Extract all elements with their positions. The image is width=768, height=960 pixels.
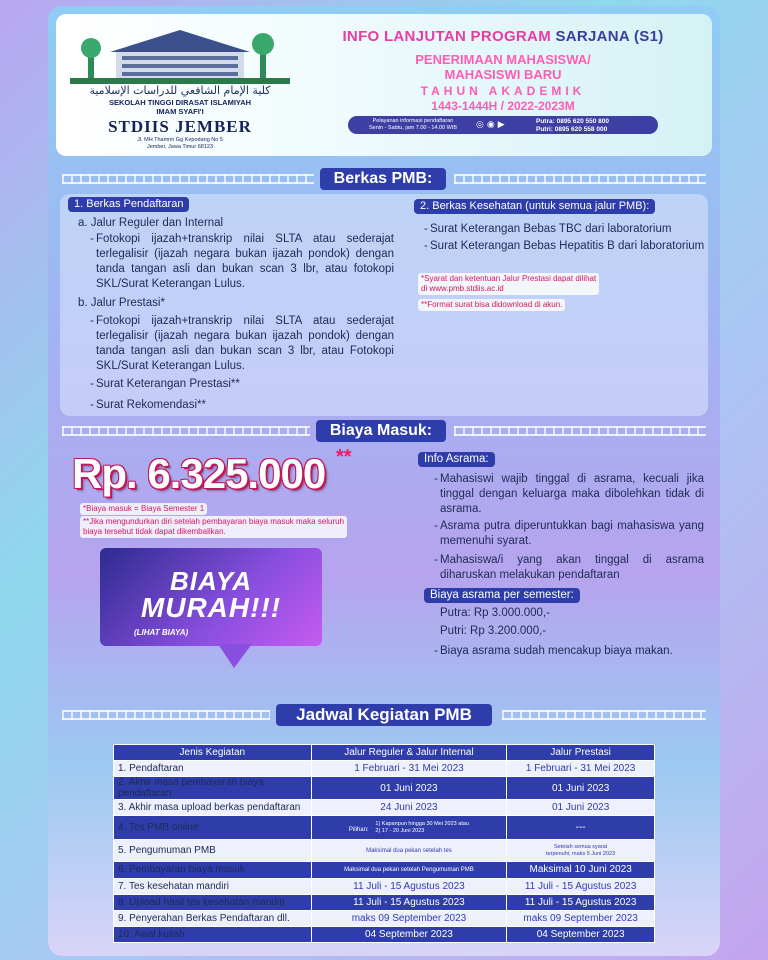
cell-activity: 7. Tes kesehatan mandiri (114, 878, 312, 894)
table-row (114, 910, 655, 926)
table-row (114, 862, 655, 878)
table-row (114, 894, 655, 910)
asrama-item-2: - Asrama putra diperuntukkan bagi mahasiswa yang memenuhi syarat. (440, 519, 704, 549)
contact-bar (348, 116, 658, 134)
berkas-pendaftaran-label: 1. Berkas Pendaftaran (68, 197, 189, 212)
biaya-section-header (60, 420, 708, 442)
cell-prestasi: Maksimal 10 Juni 2023 (507, 862, 655, 878)
promo-speech-bubble (100, 548, 322, 666)
asrama-item-1: - Mahasiswi wajib tinggal di asrama, kecuali jika tinggal dengan keluarga maka dibolehkan tidak di asrama. (440, 472, 704, 517)
globe-icon: ◎ (476, 119, 487, 129)
jadwal-section-header (60, 704, 708, 726)
refund-note: **Jika mengundurkan diri setelah pembayaran biaya masuk maka seluruh biaya tersebut tidak dapat dikembalikan. (80, 516, 347, 538)
jalur-reguler-label: a. Jalur Reguler dan Internal (78, 217, 224, 229)
cell-reguler: Pilihan: 1) Kapanpun hingga 30 Mei 2023 atau 2) 17 - 20 Juni 2023 (311, 816, 507, 840)
cell-prestasi: maks 09 September 2023 (507, 910, 655, 926)
promo-line-3: (LIHAT BIAYA) (134, 628, 189, 637)
school-name: STDIIS JEMBER (108, 117, 252, 136)
jadwal-title: Jadwal Kegiatan PMB (276, 704, 492, 726)
biaya-title: Biaya Masuk: (316, 420, 446, 442)
table-row (114, 800, 655, 816)
ornament-left (62, 174, 314, 184)
table-row (114, 840, 655, 862)
asrama-item-4: - Biaya asrama sudah mencakup biaya makan. (440, 644, 704, 659)
table-row (114, 816, 655, 840)
cell-activity: 5. Pengumuman PMB (114, 840, 312, 862)
header-prestasi: Jalur Prestasi (507, 745, 655, 761)
campus-logo-icon (70, 22, 290, 84)
academic-year-label: TAHUN AKADEMIK (420, 84, 586, 98)
schedule-table (113, 744, 655, 943)
youtube-icon: ▶ (497, 119, 508, 129)
table-row (114, 878, 655, 894)
cell-reguler: maks 09 September 2023 (311, 910, 507, 926)
prestasi-note: *Syarat dan ketentuan Jalur Prestasi dapat dilihat di www.pmb.stdiis.ac.id (418, 273, 599, 295)
cell-prestasi: 1 Februari - 31 Mei 2023 (507, 761, 655, 777)
admission-subtitle: PENERIMAAN MAHASISWA/ MAHASISWI BARU (415, 52, 591, 82)
asrama-item-3: - Mahasiswa/i yang akan tinggal di asrama diharuskan melakukan pendaftaran (440, 553, 704, 583)
social-icons (476, 119, 508, 130)
header-reguler: Jalur Reguler & Jalur Internal (311, 745, 507, 761)
berkas-kesehatan-label: 2. Berkas Kesehatan (untuk semua jalur PMB): (414, 199, 655, 214)
ornament-right (454, 426, 706, 436)
academic-year: 1443-1444H / 2022-2023M (431, 99, 575, 113)
table-header-row (114, 745, 655, 761)
cell-reguler: Maksimal dua pekan setelah tes (311, 840, 507, 862)
cell-activity: 6. Pembayaran biaya masuk (114, 862, 312, 878)
cell-prestasi: 11 Juli - 15 Agustus 2023 (507, 894, 655, 910)
asrama-fee-label: Biaya asrama per semester: (424, 588, 580, 603)
phone-numbers: Putra: 0895 620 550 800 Putri: 0895 620 558 000 (536, 118, 609, 133)
cell-activity: 9. Penyerahan Berkas Pendaftaran dll. (114, 910, 312, 926)
header-jenis: Jenis Kegiatan (114, 745, 312, 761)
ornament-right (454, 174, 706, 184)
kesehatan-item-2: - Surat Keterangan Bebas Hepatitis B dari laboratorium (430, 239, 706, 254)
cell-reguler: Maksimal dua pekan setelah Pengumuman PMB (311, 862, 507, 878)
jalur-prestasi-item-2: - Surat Keterangan Prestasi** (96, 377, 394, 392)
cell-prestasi: 11 Juli - 15 Agustus 2023 (507, 878, 655, 894)
instagram-icon: ◉ (486, 119, 498, 129)
jalur-prestasi-label: b. Jalur Prestasi* (78, 297, 165, 309)
promo-bubble-tail (218, 644, 252, 668)
berkas-title: Berkas PMB: (320, 168, 446, 190)
cell-activity: 1. Pendaftaran (114, 761, 312, 777)
program-title: INFO LANJUTAN PROGRAM SARJANA (S1) (342, 28, 664, 45)
jalur-prestasi-item-3: - Surat Rekomendasi** (96, 398, 394, 413)
asrama-fee-putra: Putra: Rp 3.000.000,- (440, 607, 550, 619)
ornament-right (502, 710, 706, 720)
school-line-1: SEKOLAH TINGGI DIRASAT ISLAMIYAH (108, 98, 252, 107)
berkas-section-header (60, 168, 708, 190)
cell-activity: 3. Akhir masa upload berkas pendaftaran (114, 800, 312, 816)
table-row (114, 761, 655, 777)
cell-activity: 4. Tes PMB online (114, 816, 312, 840)
format-note: **Format surat bisa didownload di akun. (418, 299, 565, 311)
cell-reguler: 11 Juli - 15 Agustus 2023 (311, 878, 507, 894)
service-hours: Pelayanan informasi pendaftaran Senin - Sabtu, jam 7.00 - 14.00 WIB (368, 118, 458, 131)
logo-arabic-name: كلية الإمام الشافعي للدراسات الإسلامية (89, 84, 271, 97)
cell-reguler: 24 Juni 2023 (311, 800, 507, 816)
cell-prestasi: 04 September 2023 (507, 927, 655, 943)
jalur-reguler-item: - Fotokopi ijazah+transkrip nilai SLTA atau sederajat terlegalisir (ijazah negara bukan ijazah pondok) dengan tanda tangan asli dan bukan scan 3 lbr, atau fotokopi SKL/Surat Keterangan Lulus. (96, 232, 394, 292)
cell-reguler: 01 Juni 2023 (311, 777, 507, 800)
promo-line-1: BIAYA (169, 566, 253, 596)
cell-activity: 2. Akhir masa pembayaran biaya pendaftaran (114, 777, 312, 800)
cell-activity: 8. Upload hasil tes kesehatan mandiri (114, 894, 312, 910)
cell-activity: 10. Awal kuliah (114, 927, 312, 943)
promo-line-2: MURAH!!! (140, 592, 282, 623)
cell-prestasi: Setelah semua syarat terpenuhi, maks 5 Juni 2023 (507, 840, 655, 862)
asrama-label: Info Asrama: (418, 452, 495, 467)
price-footnote-mark: ** (336, 446, 352, 468)
school-address: Jl. MH Thamrin Gg Kepodang No 5 Jember, Jawa Timur 68123 (137, 137, 223, 150)
cell-reguler: 11 Juli - 15 Agustus 2023 (311, 894, 507, 910)
table-row (114, 927, 655, 943)
ornament-left (62, 426, 310, 436)
asrama-fee-putri: Putri: Rp 3.200.000,- (440, 625, 547, 637)
school-line-2: IMAM SYAFI'I (156, 107, 204, 116)
entry-fee-price: Rp. 6.325.000 (72, 450, 326, 497)
cell-reguler: 1 Februari - 31 Mei 2023 (311, 761, 507, 777)
jalur-prestasi-item-1: - Fotokopi ijazah+transkrip nilai SLTA atau sederajat terlegalisir (ijazah negara bukan ijazah pondok) dengan tanda tangan asli dan bukan scan 3 lbr, atau Fotokopi SKL/Surat Keterangan Lulus. (96, 314, 394, 374)
cell-reguler: 04 September 2023 (311, 927, 507, 943)
table-row (114, 777, 655, 800)
cell-prestasi: --- (507, 816, 655, 840)
cell-prestasi: 01 Juni 2023 (507, 777, 655, 800)
semester-note: *Biaya masuk = Biaya Semester 1 (80, 503, 207, 515)
ornament-left (62, 710, 270, 720)
cell-prestasi: 01 Juni 2023 (507, 800, 655, 816)
kesehatan-item-1: - Surat Keterangan Bebas TBC dari laboratorium (430, 222, 706, 237)
